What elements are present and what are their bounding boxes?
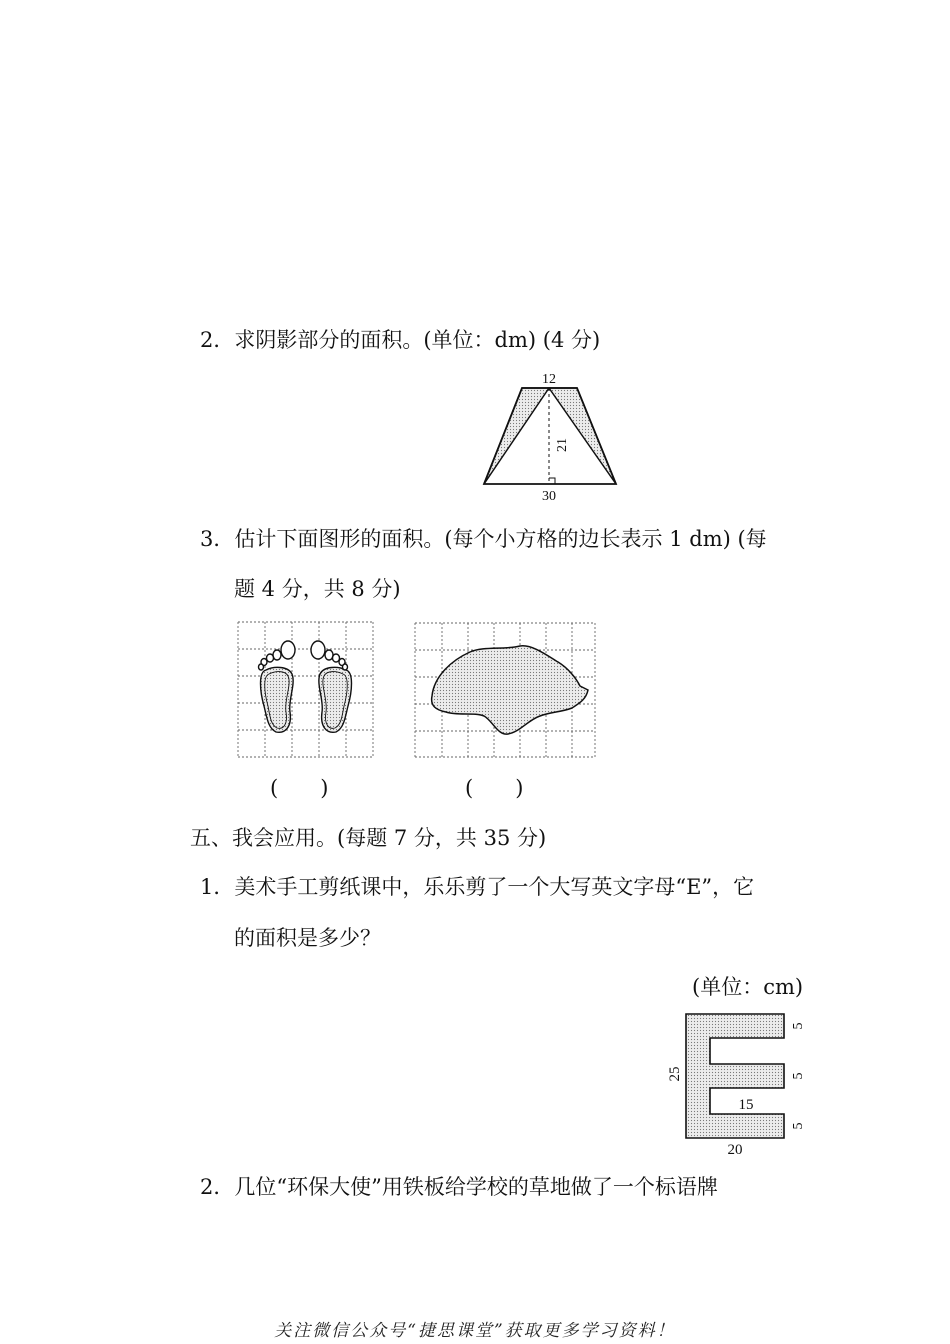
answer-blank-1[interactable]: ( )	[270, 776, 329, 800]
question-2-title: 2．求阴影部分的面积。(单位：dm) (4 分)	[200, 328, 601, 352]
e-gap-label-1: 5	[791, 1022, 806, 1030]
right-footprint	[311, 641, 352, 732]
question-5-1-line1: 1．美术手工剪纸课中，乐乐剪了一个大写英文字母“E”，它	[200, 875, 755, 899]
left-footprint	[259, 641, 296, 732]
question-3-line2: 题 4 分，共 8 分)	[234, 577, 401, 601]
question-5-1-line2: 的面积是多少？	[234, 926, 381, 950]
unit-label: (单位：cm)	[692, 975, 804, 999]
letter-e-figure	[660, 1008, 820, 1160]
question-3-line1: 3．估计下面图形的面积。(每个小方格的边长表示 1 dm) (每	[200, 527, 767, 551]
trapezoid-top-label: 12	[542, 372, 556, 387]
e-height-label: 25	[667, 1066, 683, 1082]
footer-note: 关注微信公众号“捷思课堂”获取更多学习资料！	[274, 1321, 676, 1341]
e-gap-label-2: 5	[791, 1072, 806, 1080]
e-gap-label-3: 5	[791, 1122, 806, 1130]
irregular-shape-grid-figure	[412, 620, 598, 760]
trapezoid-height-label: 21	[555, 438, 570, 452]
footprints-grid-figure	[236, 620, 376, 760]
trapezoid-bottom-label: 30	[542, 489, 556, 504]
irregular-shape	[432, 646, 588, 734]
section-5-title: 五、我会应用。(每题 7 分，共 35 分)	[190, 826, 547, 850]
question-5-2-line1: 2．几位“环保大使”用铁板给学校的草地做了一个标语牌	[200, 1175, 718, 1199]
e-width-label: 20	[727, 1142, 743, 1158]
answer-blank-2[interactable]: ( )	[465, 776, 524, 800]
e-inner-label: 15	[738, 1097, 754, 1113]
trapezoid-figure	[470, 368, 635, 508]
letter-e-shape	[686, 1014, 784, 1138]
